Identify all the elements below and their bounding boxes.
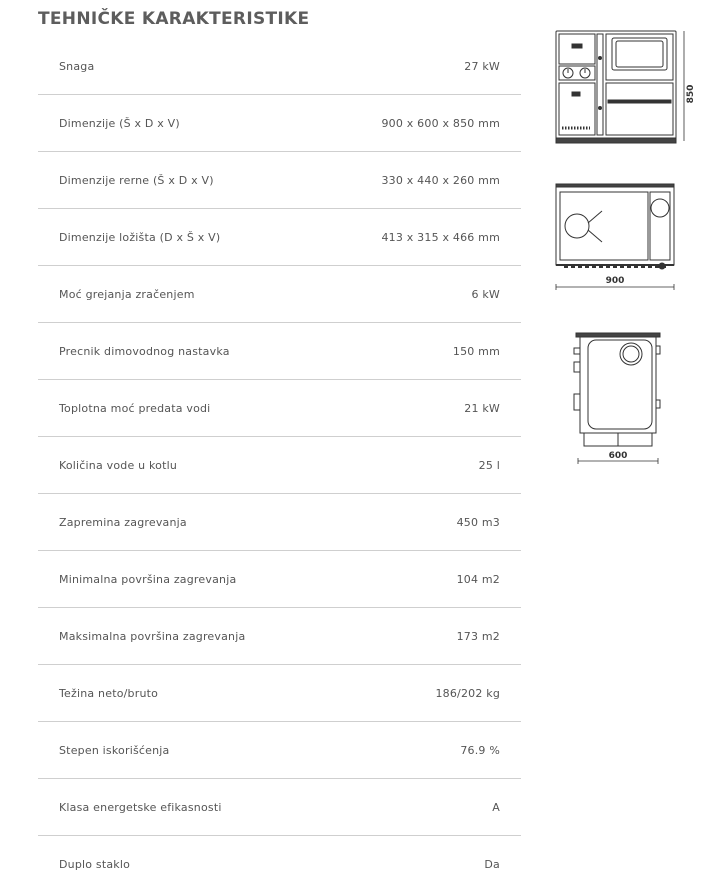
spec-label: Maksimalna površina zagrevanja xyxy=(59,630,246,643)
spec-value: 150 mm xyxy=(452,345,500,358)
spec-label: Snaga xyxy=(59,60,95,73)
spec-value: 6 kW xyxy=(471,288,500,301)
spec-label: Težina neto/bruto xyxy=(59,687,159,700)
spec-value: 900 x 600 x 850 mm xyxy=(381,117,500,130)
spec-value: A xyxy=(492,801,500,814)
spec-row xyxy=(38,95,521,152)
spec-label: Količina vode u kotlu xyxy=(59,459,178,472)
spec-row xyxy=(38,437,521,494)
page-title: TEHNIČKE KARAKTERISTIKE xyxy=(38,9,310,29)
spec-label: Stepen iskorišćenja xyxy=(59,744,170,757)
spec-label: Dimenzije rerne (Š x D x V) xyxy=(59,174,214,187)
spec-row xyxy=(38,323,521,380)
spec-row xyxy=(38,380,521,437)
spec-row xyxy=(38,38,521,95)
spec-label: Dimenzije (Š x D x V) xyxy=(59,117,180,130)
spec-label: Dimenzije ložišta (D x Š x V) xyxy=(59,231,221,244)
spec-label: Toplotna moć predata vodi xyxy=(59,402,211,415)
spec-value: 413 x 315 x 466 mm xyxy=(381,231,500,244)
front-view-drawing xyxy=(550,28,702,148)
front-height-label: 850 xyxy=(686,84,696,104)
spec-value: 27 kW xyxy=(464,60,500,73)
spec-label: Klasa energetske efikasnosti xyxy=(59,801,222,814)
side-view-drawing xyxy=(568,328,668,468)
spec-value: 25 l xyxy=(478,459,500,472)
spec-row xyxy=(38,722,521,779)
spec-row xyxy=(38,209,521,266)
spec-row xyxy=(38,551,521,608)
spec-label: Zapremina zagrevanja xyxy=(59,516,187,529)
spec-row xyxy=(38,608,521,665)
spec-row xyxy=(38,779,521,836)
spec-value: 21 kW xyxy=(464,402,500,415)
spec-row xyxy=(38,266,521,323)
spec-value: 173 m2 xyxy=(456,630,500,643)
spec-value: 330 x 440 x 260 mm xyxy=(381,174,500,187)
spec-label: Minimalna površina zagrevanja xyxy=(59,573,237,586)
spec-value: 186/202 kg xyxy=(435,687,500,700)
spec-row xyxy=(38,152,521,209)
side-depth-label: 600 xyxy=(608,451,628,461)
spec-value: 450 m3 xyxy=(456,516,500,529)
spec-table xyxy=(38,38,521,892)
spec-label: Precnik dimovodnog nastavka xyxy=(59,345,230,358)
spec-row xyxy=(38,836,521,892)
top-view-drawing xyxy=(550,178,680,294)
spec-label: Duplo staklo xyxy=(59,858,131,871)
spec-value: Da xyxy=(484,858,500,871)
spec-row xyxy=(38,665,521,722)
top-width-label: 900 xyxy=(605,276,625,286)
spec-value: 76.9 % xyxy=(460,744,500,757)
spec-value: 104 m2 xyxy=(456,573,500,586)
spec-row xyxy=(38,494,521,551)
spec-label: Moć grejanja zračenjem xyxy=(59,288,195,301)
